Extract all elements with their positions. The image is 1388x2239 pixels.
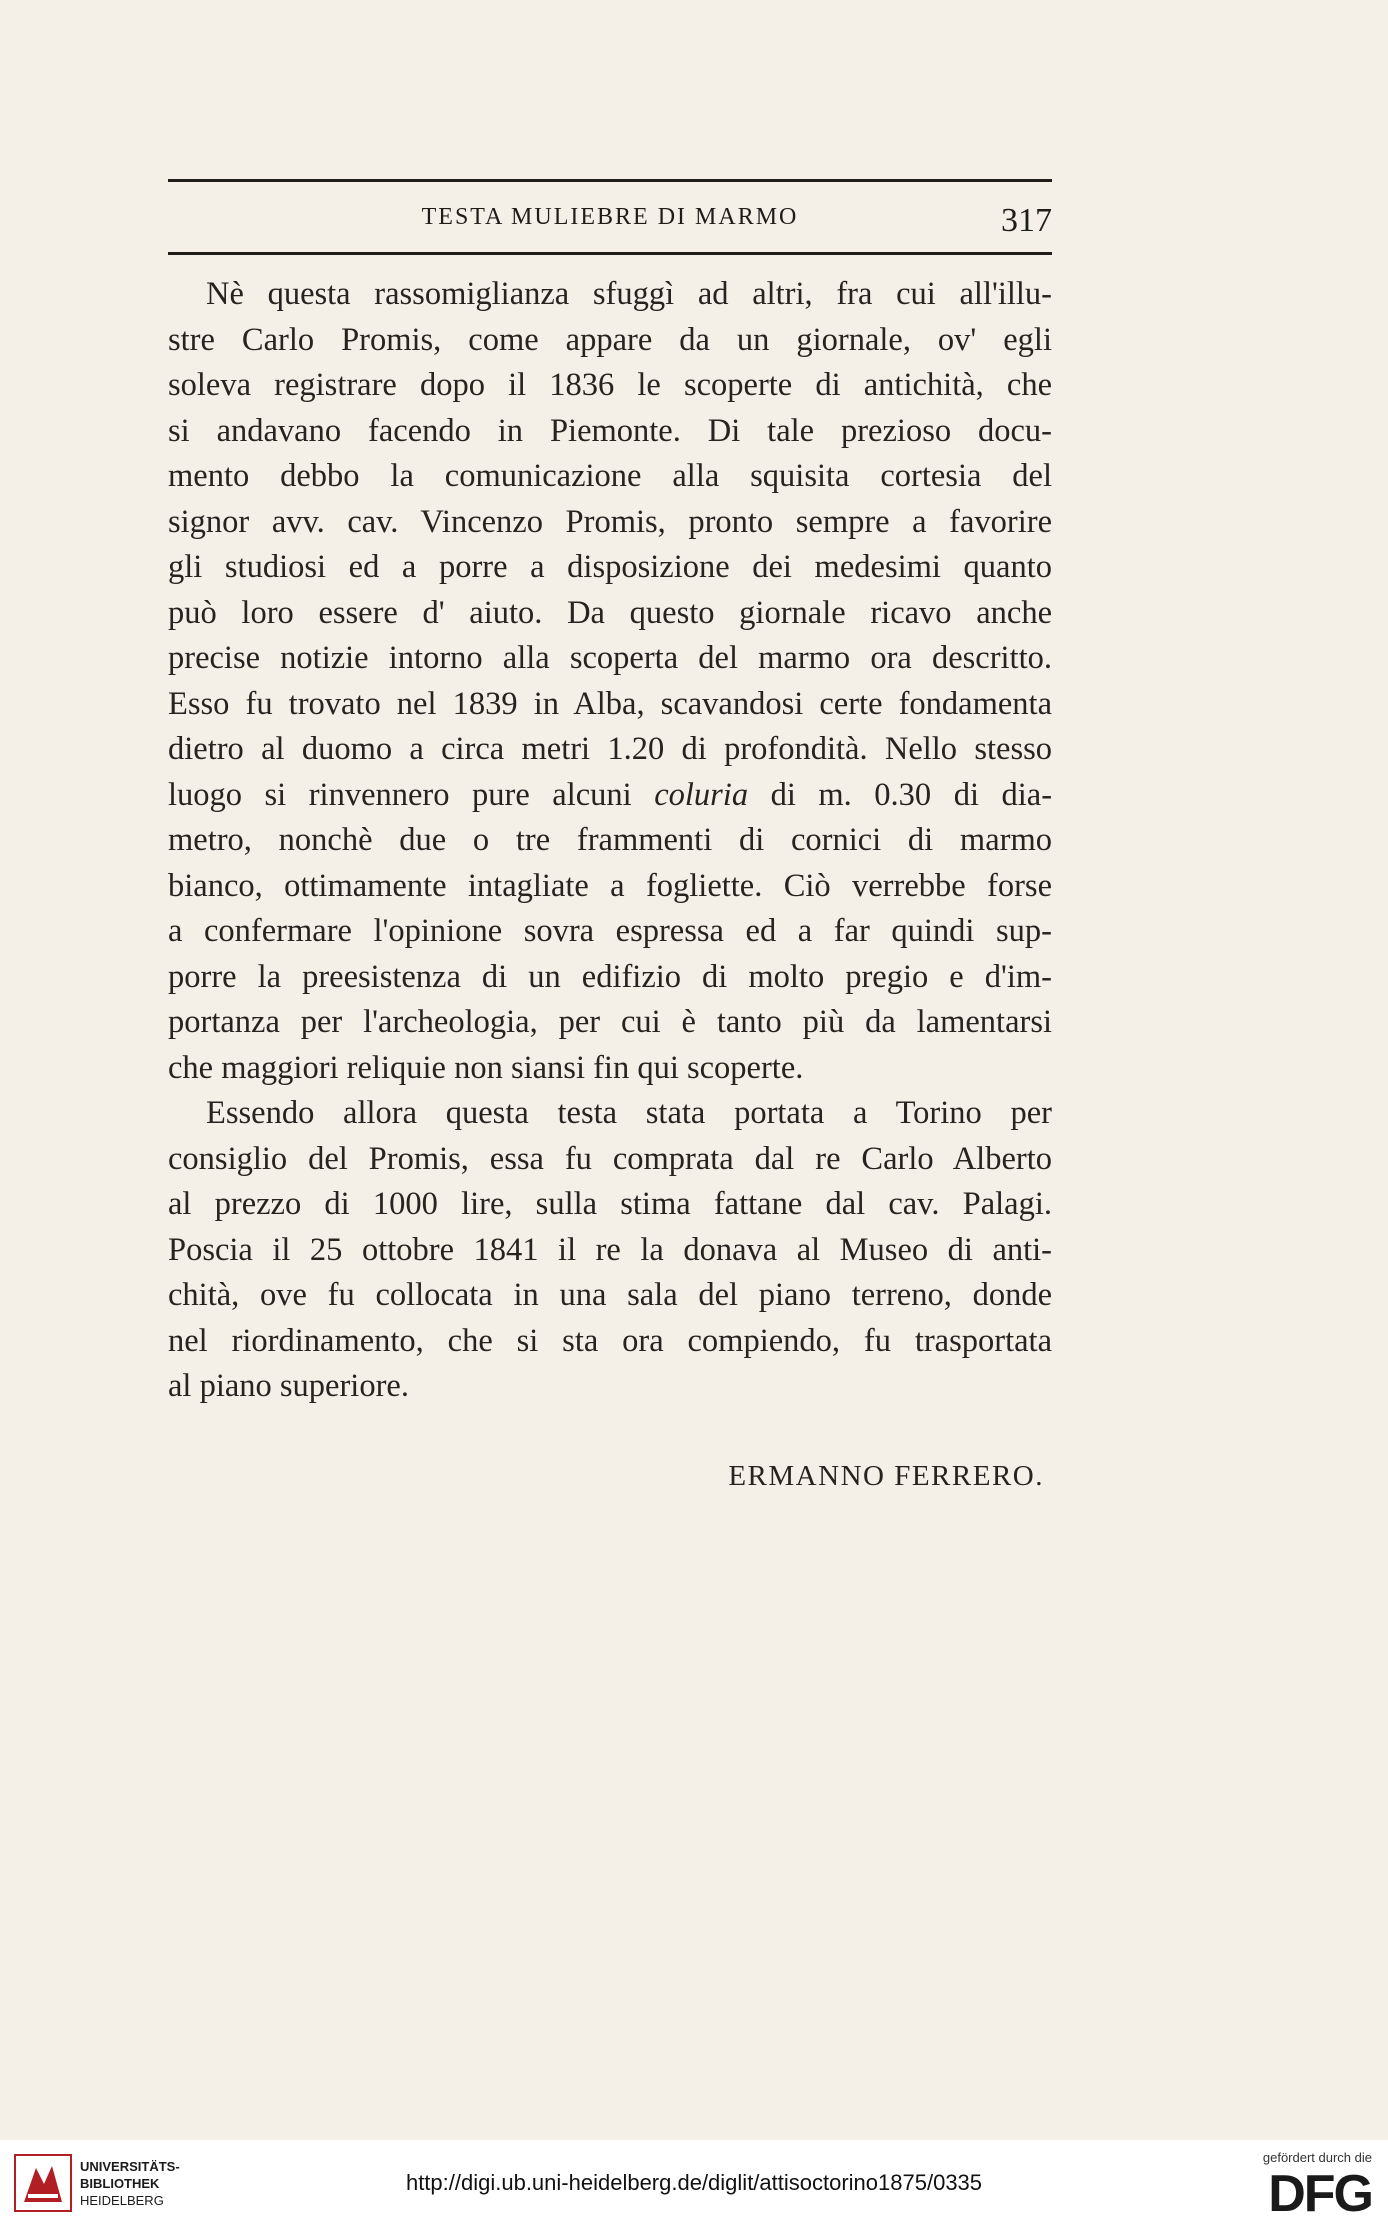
- running-title: TESTA MULIEBRE DI MARMO: [421, 204, 799, 230]
- text-line: nel riordinamento, che si sta ora compiendo, fu trasportata: [168, 1322, 1052, 1359]
- text-line: mento debbo la comunicazione alla squisita cortesia del: [168, 458, 1052, 494]
- text-line: porre la preesistenza di un edifizio di molto pregio e d'im-: [168, 958, 1052, 995]
- text-line: che maggiori reliquie non siansi fin qui scoperte.: [168, 1049, 804, 1086]
- text-line: portanza per l'archeologia, per cui è tanto più da lamentarsi: [168, 1004, 1052, 1040]
- text-line: può loro essere d' aiuto. Da questo giornale ricavo anche: [168, 594, 1052, 631]
- library-name-line: BIBLIOTHEK: [80, 2176, 160, 2191]
- text-line: chità, ove fu collocata in una sala del piano terreno, donde: [168, 1277, 1052, 1313]
- text-line: a confermare l'opinione sovra espressa ed a far quindi sup-: [168, 913, 1052, 949]
- dfg-logo: DFG: [1268, 2165, 1372, 2223]
- author-signature: ERMANNO FERRERO.: [728, 1460, 1044, 1492]
- text-line-mixed: [168, 773, 1052, 819]
- funding-credit: [1212, 2150, 1372, 2223]
- header-rule-top: [168, 179, 1052, 182]
- text-line: consiglio del Promis, essa fu comprata dal re Carlo Alberto: [168, 1140, 1052, 1177]
- text-line: gli studiosi ed a porre a disposizione dei medesimi quanto: [168, 549, 1052, 585]
- text-line: metro, nonchè due o tre frammenti di cornici di marmo: [168, 822, 1052, 858]
- italic-term: coluria: [654, 776, 749, 813]
- text-line: Poscia il 25 ottobre 1841 il re la donava al Museo di anti-: [168, 1231, 1052, 1268]
- text-segment: di m. 0.30 di dia-: [770, 776, 1053, 813]
- text-segment: luogo si rinvennero pure alcuni: [168, 776, 632, 813]
- text-line: Essendo allora questa testa stata portata a Torino per: [206, 1095, 1052, 1131]
- header-rule-bottom: [168, 252, 1052, 255]
- text-line: si andavano facendo in Piemonte. Di tale prezioso docu-: [168, 412, 1052, 449]
- text-line: Esso fu trovato nel 1839 in Alba, scavandosi certe fondamenta: [168, 685, 1052, 722]
- text-line: signor avv. cav. Vincenzo Promis, pronto sempre a favorire: [168, 503, 1052, 540]
- text-line: precise notizie intorno alla scoperta del marmo ora descritto.: [168, 640, 1052, 676]
- text-line: bianco, ottimamente intagliate a fogliette. Ciò verrebbe forse: [168, 867, 1052, 904]
- text-line: Nè questa rassomiglianza sfuggì ad altri, fra cui all'illu-: [206, 276, 1052, 312]
- library-name-line: UNIVERSITÄTS-: [80, 2159, 180, 2174]
- body-text: [168, 272, 1052, 1410]
- text-line: al piano superiore.: [168, 1368, 409, 1404]
- text-line: soleva registrare dopo il 1836 le scoperte di antichità, che: [168, 367, 1052, 403]
- funded-by-label: gefördert durch die: [1262, 2150, 1372, 2165]
- text-line: al prezzo di 1000 lire, sulla stima fattane dal cav. Palagi.: [168, 1186, 1052, 1222]
- library-name-line: HEIDELBERG: [80, 2193, 164, 2208]
- text-line: dietro al duomo a circa metri 1.20 di profondità. Nello stesso: [168, 731, 1052, 767]
- permalink-url[interactable]: http://digi.ub.uni-heidelberg.de/diglit/attisoctorino1875/0335: [405, 2170, 983, 2195]
- viewer-footer: [0, 2140, 1388, 2239]
- text-line: stre Carlo Promis, come appare da un giornale, ov' egli: [168, 321, 1052, 358]
- page-number: 317: [1001, 202, 1052, 239]
- running-header: [168, 202, 1052, 242]
